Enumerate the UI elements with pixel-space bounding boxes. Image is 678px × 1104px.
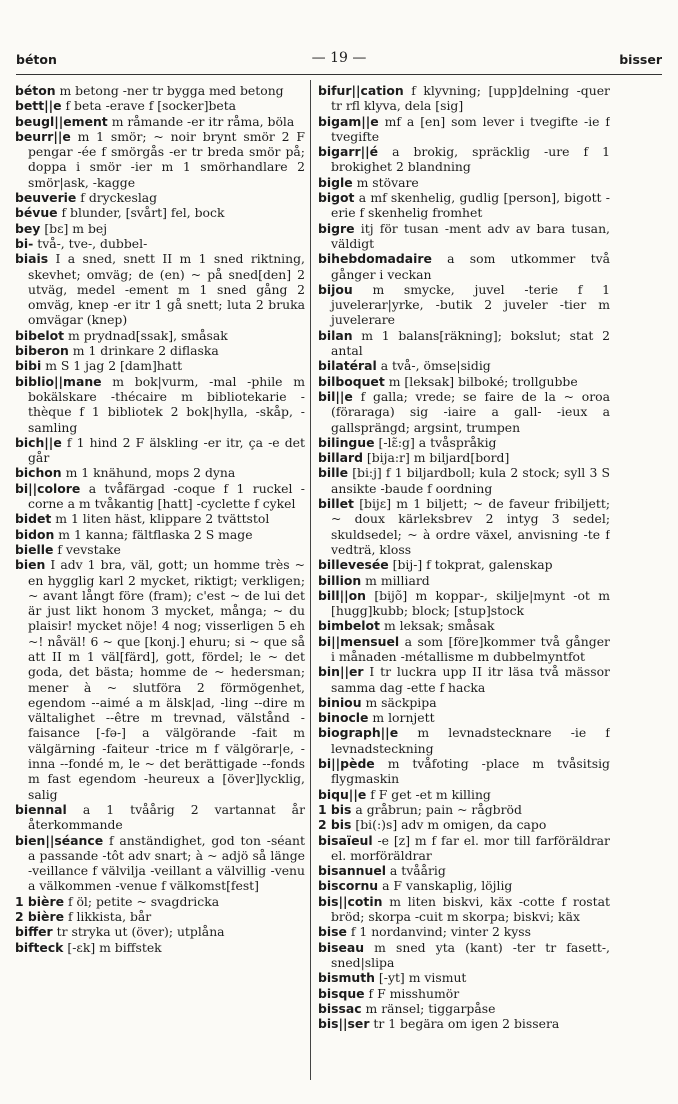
dictionary-entry [318,756,610,787]
entry-definition: m 1 drinkare 2 diflaska [72,343,219,359]
entry-definition: a gråbrun; pain ~ rågbröd [355,801,522,817]
entry-headword: bi||mensuel [318,633,400,649]
entry-headword: bissac [318,1000,362,1016]
dictionary-entry [318,221,610,252]
entry-definition: a F vanskaplig, löjlig [382,878,513,894]
entry-headword: bibi [15,358,42,374]
entry-headword: bigot [318,190,355,206]
dictionary-entry [318,787,610,802]
entry-headword: bifteck [15,939,64,955]
entry-headword: biniou [318,694,362,710]
dictionary-entry [318,618,610,633]
dictionary-entry [318,863,610,878]
dictionary-entry [15,343,305,358]
entry-headword: bismuth [318,970,375,986]
entry-definition: I a sned, snett II m 1 sned riktning, skevhet; omväg; de (en) ~ på sned[den] 2 utväg, medel -ement m 1 sned gång 2 omväg, knep -er itr 1 gå snett; luta 2 bruka omvägar (knep) [28,251,305,328]
entry-headword: bigarr||é [318,144,379,160]
entry-headword: bévue [15,205,58,221]
dictionary-entry [15,129,305,190]
entry-definition: f likkista, bår [67,909,152,925]
entry-definition: m sned yta (kant) -ter tr fasett-, sned|slipa [331,939,610,970]
entry-headword: 1 bis [318,801,352,817]
entry-definition: [bij-] f tokprat, galenskap [392,557,553,573]
entry-headword: bi- [15,235,34,251]
dictionary-entry [15,924,305,939]
entry-definition: tr stryka ut (över); utplåna [56,924,225,940]
dictionary-entry [318,986,610,1001]
entry-definition: a brokig, spräcklig -ure f 1 brokighet 2 blandning [331,144,610,175]
entry-headword: 2 bière [15,909,64,925]
entry-headword: 2 bis [318,817,352,833]
dictionary-entry [15,894,305,909]
entry-headword: billet [318,496,354,512]
entry-definition: [bijõ] m koppar-, skilje|mynt -ot m [hugg]kubb; block; [stup]stock [331,587,610,619]
entry-definition: m prydnad[ssak], småsak [68,327,228,343]
entry-headword: bin||er [318,664,364,680]
entry-definition: f F get -et m killing [370,786,491,802]
dictionary-entry [318,435,610,450]
dictionary-entry [15,328,305,343]
entry-definition: [bi:j] f 1 biljardboll; kula 2 stock; syll 3 S ansikte -baude f oordning [331,465,610,496]
dictionary-entry [318,1016,610,1031]
entry-headword: bigre [318,220,355,236]
entry-definition: m råmande -er itr råma, böla [111,113,295,129]
dictionary-entry [15,114,305,129]
entry-headword: bifur||cation [318,83,404,98]
entry-definition: m betong -ner tr bygga med betong [59,83,284,98]
dictionary-entry [318,634,610,665]
entry-definition: m 1 balans[räkning]; bokslut; stat 2 antal [331,327,610,359]
entry-definition: f 1 hind 2 F älskling -er itr, ça -e det går [28,434,305,466]
entry-headword: bille [318,465,349,481]
dictionary-entry [15,251,305,327]
entry-headword: binocle [318,710,369,726]
entry-headword: bise [318,924,347,940]
entry-headword: biennal [15,801,67,817]
entry-headword: bimbelot [318,618,380,634]
entry-definition: a mf skenhelig, gudlig [person], bigott -erie f skenhelig fromhet [331,190,610,221]
entry-definition: f dryckeslag [80,190,158,206]
dictionary-entry [15,465,305,480]
left-guideword: béton [16,52,57,67]
dictionary-entry [318,83,610,114]
entry-headword: bich||e [15,434,62,450]
dictionary-entry [318,114,610,145]
dictionary-entry [318,573,610,588]
entry-headword: bi||colore [15,480,81,496]
entry-headword: billard [318,450,363,466]
dictionary-entry [15,802,305,833]
entry-definition: m tvåfoting -place m tvåsitsig flygmaskin [331,756,610,787]
dictionary-entry [318,802,610,817]
dictionary-entry [15,833,305,894]
entry-headword: bilboquet [318,373,385,389]
dictionary-entry [318,465,610,496]
entry-definition: m bok|vurm, -mal -phile m bokälskare -thécaire m bibliotekarie -thèque f 1 bibliotek 2 bok|hylla, -skåp, -samling [28,373,305,435]
entry-headword: bielle [15,541,54,557]
dictionary-entry [318,251,610,282]
dictionary-entry [15,481,305,512]
entry-definition: f klyvning; [upp]delning -quer tr rfl klyva, dela [sig] [331,83,610,114]
entry-headword: bichon [15,465,62,481]
entry-headword: bil||e [318,388,353,404]
entry-definition: m levnadstecknare -ie f levnadsteckning [331,725,610,756]
dictionary-entry [318,970,610,985]
entry-definition: m lornjett [372,710,435,726]
entry-headword: biblio||mane [15,373,102,389]
dictionary-entry [15,98,305,113]
entry-definition: f blunder, [svårt] fel, bock [61,205,225,221]
entry-definition: a som [före]kommer två gånger i månaden -métallisme m dubbelmyntfot [331,633,610,664]
entry-headword: bilan [318,327,353,343]
dictionary-entry [318,894,610,925]
header-rule [16,74,662,75]
dictionary-entry [318,588,610,619]
dictionary-entry [318,374,610,389]
dictionary-entry [318,358,610,373]
entry-definition: I adv 1 bra, väl, gott; un homme très ~ en hygglig karl 2 mycket, riktigt; verkligen; ~ avant långt före (fram); c'est ~ de lui det är just likt honom 3 mycket, många; ~ du plaisir! mycket nöje! 4 nog; visserligen 5 eh ~! nåväl! 6 ~ que [konj.] ehuru; si ~ que så att II m 1 väl[färd], gott, fördel; le ~ det goda, det bästa; homme de ~ hedersman; mener à ~ slutföra 2 förmögenhet, egendom --aimé a m älsk|ad, -ling --dire m vältalighet --être m trevnad, välstånd -faisance [-fə-] a välgörande -fait m välgärning -faiteur -trice m f välgörar|e, -inna --fondé m, le ~ det berättigade --fonds m fast egendom -heureux a [över]lycklig, salig [28,557,305,802]
entry-definition: f vevstake [57,541,121,557]
entry-headword: bey [15,220,41,236]
entry-headword: bisannuel [318,863,386,879]
right-column [318,83,610,1083]
entry-headword: beugl||ement [15,113,108,129]
entry-definition: m 1 liten häst, klippare 2 tvättstol [55,511,270,527]
entry-definition: [bi(:)s] adv m omigen, da capo [355,817,547,833]
entry-definition: a tvåfärgad -coque f 1 ruckel -corne a m tvåkantig [hatt] -cyclette f cykel [28,480,305,512]
entry-definition: m S 1 jag 2 [dam]hatt [45,358,183,374]
entry-definition: a som utkommer två gånger i veckan [331,251,610,282]
entry-definition: [-yt] m vismut [378,970,467,986]
entry-headword: bi||pède [318,756,375,772]
entry-headword: bis||cotin [318,893,383,909]
dictionary-entry [318,144,610,175]
dictionary-entry [318,878,610,893]
dictionary-entry [318,817,610,832]
entry-headword: biscornu [318,878,379,894]
dictionary-entry [15,511,305,526]
dictionary-entry [15,358,305,373]
entry-headword: biais [15,251,49,267]
entry-definition: m liten biskvi, käx -cotte f rostat bröd; skorpa -cuit m skorpa; biskvi; käx [331,893,610,925]
dictionary-entry [318,328,610,359]
column-divider [310,80,311,1080]
entry-definition: [bijɛ] m 1 biljett; ~ de faveur fribiljett; ~ doux kärleksbrev 2 intyg 3 sedel; skuldsedel; ~ à ordre växel, anvisning -te f vedträ, kloss [331,496,610,557]
dictionary-entry [15,940,305,955]
right-guideword: bisser [619,52,662,67]
dictionary-entry [318,833,610,864]
entry-headword: biberon [15,343,69,359]
entry-definition: m säckpipa [365,694,437,710]
dictionary-entry [15,221,305,236]
entry-definition: m [leksak] bilboké; trollgubbe [388,373,578,389]
dictionary-entry [15,205,305,220]
entry-definition: m leksak; småsak [383,618,495,634]
dictionary-entry [15,542,305,557]
dictionary-entry [318,1001,610,1016]
dictionary-entry [15,236,305,251]
dictionary-entry [318,190,610,221]
dictionary-entry [15,83,305,98]
dictionary-entry [318,924,610,939]
entry-headword: bibelot [15,327,65,343]
entry-definition: [-ɛk] m biffstek [67,939,162,955]
entry-headword: bilingue [318,434,375,450]
entry-definition: m 1 knähund, mops 2 dyna [65,465,236,481]
entry-definition: tr 1 begära om igen 2 bissera [373,1016,560,1032]
dictionary-entry [318,389,610,435]
entry-definition: mf a [en] som lever i tvegifte -ie f tvegifte [331,113,610,144]
entry-definition: m stövare [356,174,419,190]
entry-headword: biffer [15,924,53,940]
entry-headword: 1 bière [15,893,64,909]
entry-headword: beurr||e [15,128,71,144]
entry-definition: [bija:r] m biljard[bord] [366,450,510,466]
entry-definition: -e [z] m f far el. mor till farföräldrar el. morföräldrar [331,832,610,863]
entry-headword: béton [15,83,56,98]
entry-headword: bisque [318,985,365,1001]
entry-headword: bigam||e [318,113,379,129]
entry-headword: bidet [15,511,52,527]
entry-definition: itj för tusan -ment adv av bara tusan, väldigt [331,220,610,251]
entry-definition: a två-, ömse|sidig [380,358,491,374]
entry-definition: f galla; vrede; se faire de la ~ oroa (föraraga) sig -iaire a gall- -ieux a gallsprängd; argsint, trumpen [331,388,610,435]
entry-headword: bill||on [318,587,366,603]
page-number: — 19 — [311,50,367,66]
entry-headword: bien||séance [15,832,104,848]
dictionary-entry [318,175,610,190]
dictionary-entry [15,909,305,924]
dictionary-entry [318,695,610,710]
dictionary-entry [318,940,610,971]
entry-headword: bis||ser [318,1016,370,1032]
dictionary-entry [318,557,610,572]
entry-definition: f beta -erave f [socker]beta [65,98,237,114]
entry-headword: biseau [318,939,365,955]
left-column [15,83,305,1083]
entry-headword: bidon [15,526,55,542]
dictionary-entry [15,527,305,542]
entry-headword: billion [318,572,362,588]
entry-definition: a 1 tvåårig 2 vartannat år återkommande [28,801,305,833]
entry-definition: I tr luckra upp II itr läsa två mässor samma dag -ette f hacka [331,664,610,695]
entry-definition: f anständighet, god ton -séant a passande -tôt adv snart; à ~ adjö så länge -veillance f välvilja -veillant a välvillig -venu a välkommen -venue f välkomst[fest] [28,832,305,894]
entry-definition: två-, tve-, dubbel- [37,235,148,251]
entry-definition: m 1 kanna; fältflaska 2 S mage [58,526,253,542]
entry-headword: bilatéral [318,358,377,374]
entry-definition: f 1 nordanvind; vinter 2 kyss [350,924,532,940]
dictionary-entry [318,710,610,725]
entry-definition: m 1 smör; ~ noir brynt smör 2 F pengar -ée f smörgås -er tr breda smör på; doppa i smör -ier m 1 smörhandlare 2 smör|ask, -kagge [28,128,305,190]
entry-headword: bett||e [15,98,62,114]
entry-definition: a tvåårig [389,863,446,879]
entry-headword: biqu||e [318,786,367,802]
page-header [16,48,662,72]
dictionary-entry [15,557,305,802]
entry-definition: f öl; petite ~ svagdricka [67,893,220,909]
entry-headword: bijou [318,281,353,297]
entry-headword: biograph||e [318,725,399,741]
entry-definition: f F misshumör [368,985,460,1001]
entry-definition: m ränsel; tiggarpåse [365,1000,496,1016]
dictionary-entry [318,725,610,756]
entry-headword: bisaïeul [318,832,373,848]
dictionary-entry [15,190,305,205]
dictionary-entry [15,435,305,466]
dictionary-entry [318,450,610,465]
dictionary-entry [15,374,305,435]
dictionary-entry [318,664,610,695]
entry-headword: bigle [318,174,353,190]
dictionary-entry [318,496,610,557]
entry-definition: [bɛ] m bej [44,220,108,236]
entry-definition: m smycke, juvel -terie f 1 juvelerar|yrke, -butik 2 juveler -tier m juvelerare [331,281,610,328]
entry-definition: m milliard [365,572,430,588]
entry-headword: bihebdomadaire [318,251,432,267]
entry-definition: [-lɛ̃:g] a tvåspråkig [378,434,497,450]
dictionary-entry [318,282,610,328]
entry-headword: billevesée [318,557,389,573]
entry-headword: bien [15,557,46,573]
entry-headword: beuverie [15,190,77,206]
